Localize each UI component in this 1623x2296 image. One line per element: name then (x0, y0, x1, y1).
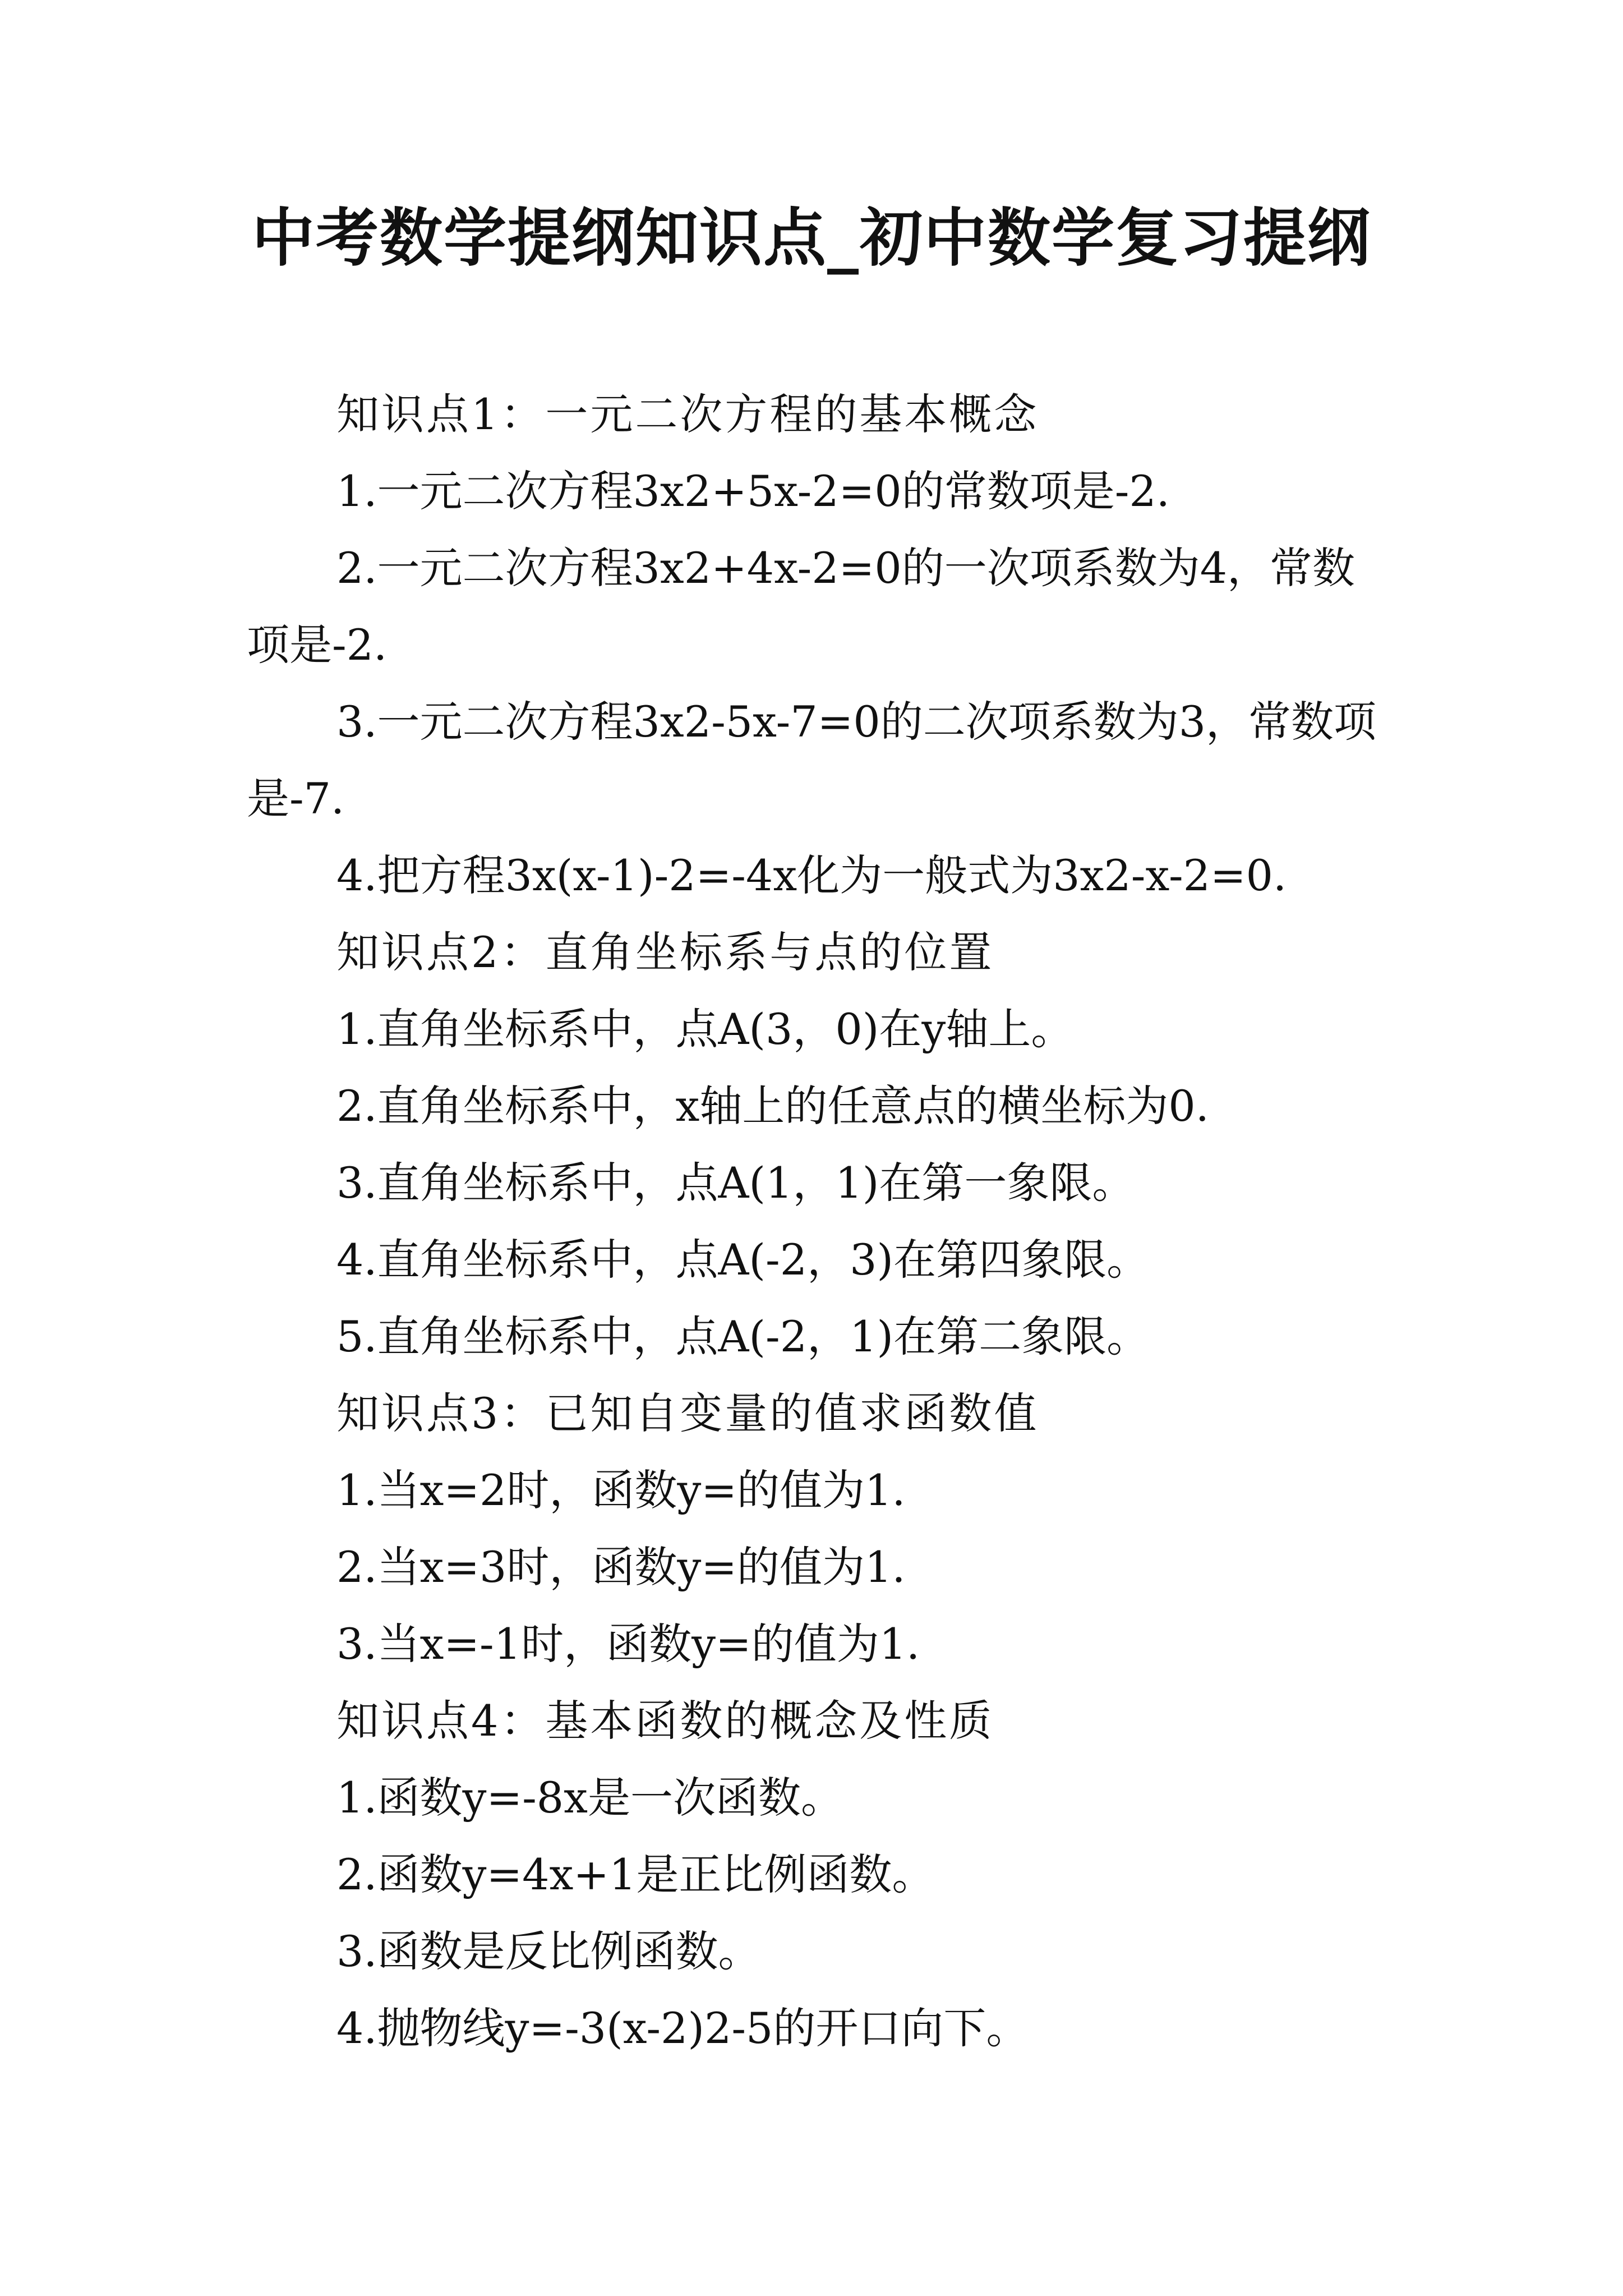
section-heading-2: 知识点2：直角坐标系与点的位置 (336, 927, 994, 977)
list-item: 3.函数是反比例函数。 (336, 1926, 761, 1976)
section-heading-4: 知识点4：基本函数的概念及性质 (336, 1696, 994, 1746)
list-item: 2.函数y=4x+1是正比例函数。 (336, 1849, 935, 1899)
list-item: 3.一元二次方程3x2-5x-7=0的二次项系数为3，常数项是-7. (247, 697, 1377, 823)
list-item: 3.当x=-1时，函数y=的值为1. (336, 1619, 920, 1669)
list-item: 1.一元二次方程3x2+5x-2=0的常数项是-2. (336, 466, 1170, 516)
list-item: 2.直角坐标系中，x轴上的任意点的横坐标为0. (336, 1081, 1209, 1131)
document-body (247, 376, 1391, 2067)
list-item: 1.当x=2时，函数y=的值为1. (336, 1465, 906, 1515)
list-item: 4.抛物线y=-3(x-2)2-5的开口向下。 (336, 2003, 1029, 2053)
list-item: 4.把方程3x(x-1)-2=-4x化为一般式为3x2-x-2=0. (336, 850, 1287, 900)
document-title: 中考数学提纲知识点_初中数学复习提纲 (252, 201, 1371, 275)
list-item: 4.直角坐标系中，点A(-2，3)在第四象限。 (336, 1235, 1150, 1285)
list-item: 2.当x=3时，函数y=的值为1. (336, 1542, 906, 1592)
section-heading-3: 知识点3：已知自变量的值求函数值 (336, 1388, 1039, 1438)
list-item: 1.函数y=-8x是一次函数。 (336, 1773, 844, 1823)
list-item: 2.一元二次方程3x2+4x-2=0的一次项系数为4，常数项是-2. (247, 543, 1355, 670)
list-item: 3.直角坐标系中，点A(1，1)在第一象限。 (336, 1158, 1135, 1208)
list-item: 1.直角坐标系中，点A(3，0)在y轴上。 (336, 1004, 1074, 1054)
list-item: 5.直角坐标系中，点A(-2，1)在第二象限。 (336, 1312, 1150, 1361)
section-heading-1: 知识点1：一元二次方程的基本概念 (336, 389, 1039, 439)
